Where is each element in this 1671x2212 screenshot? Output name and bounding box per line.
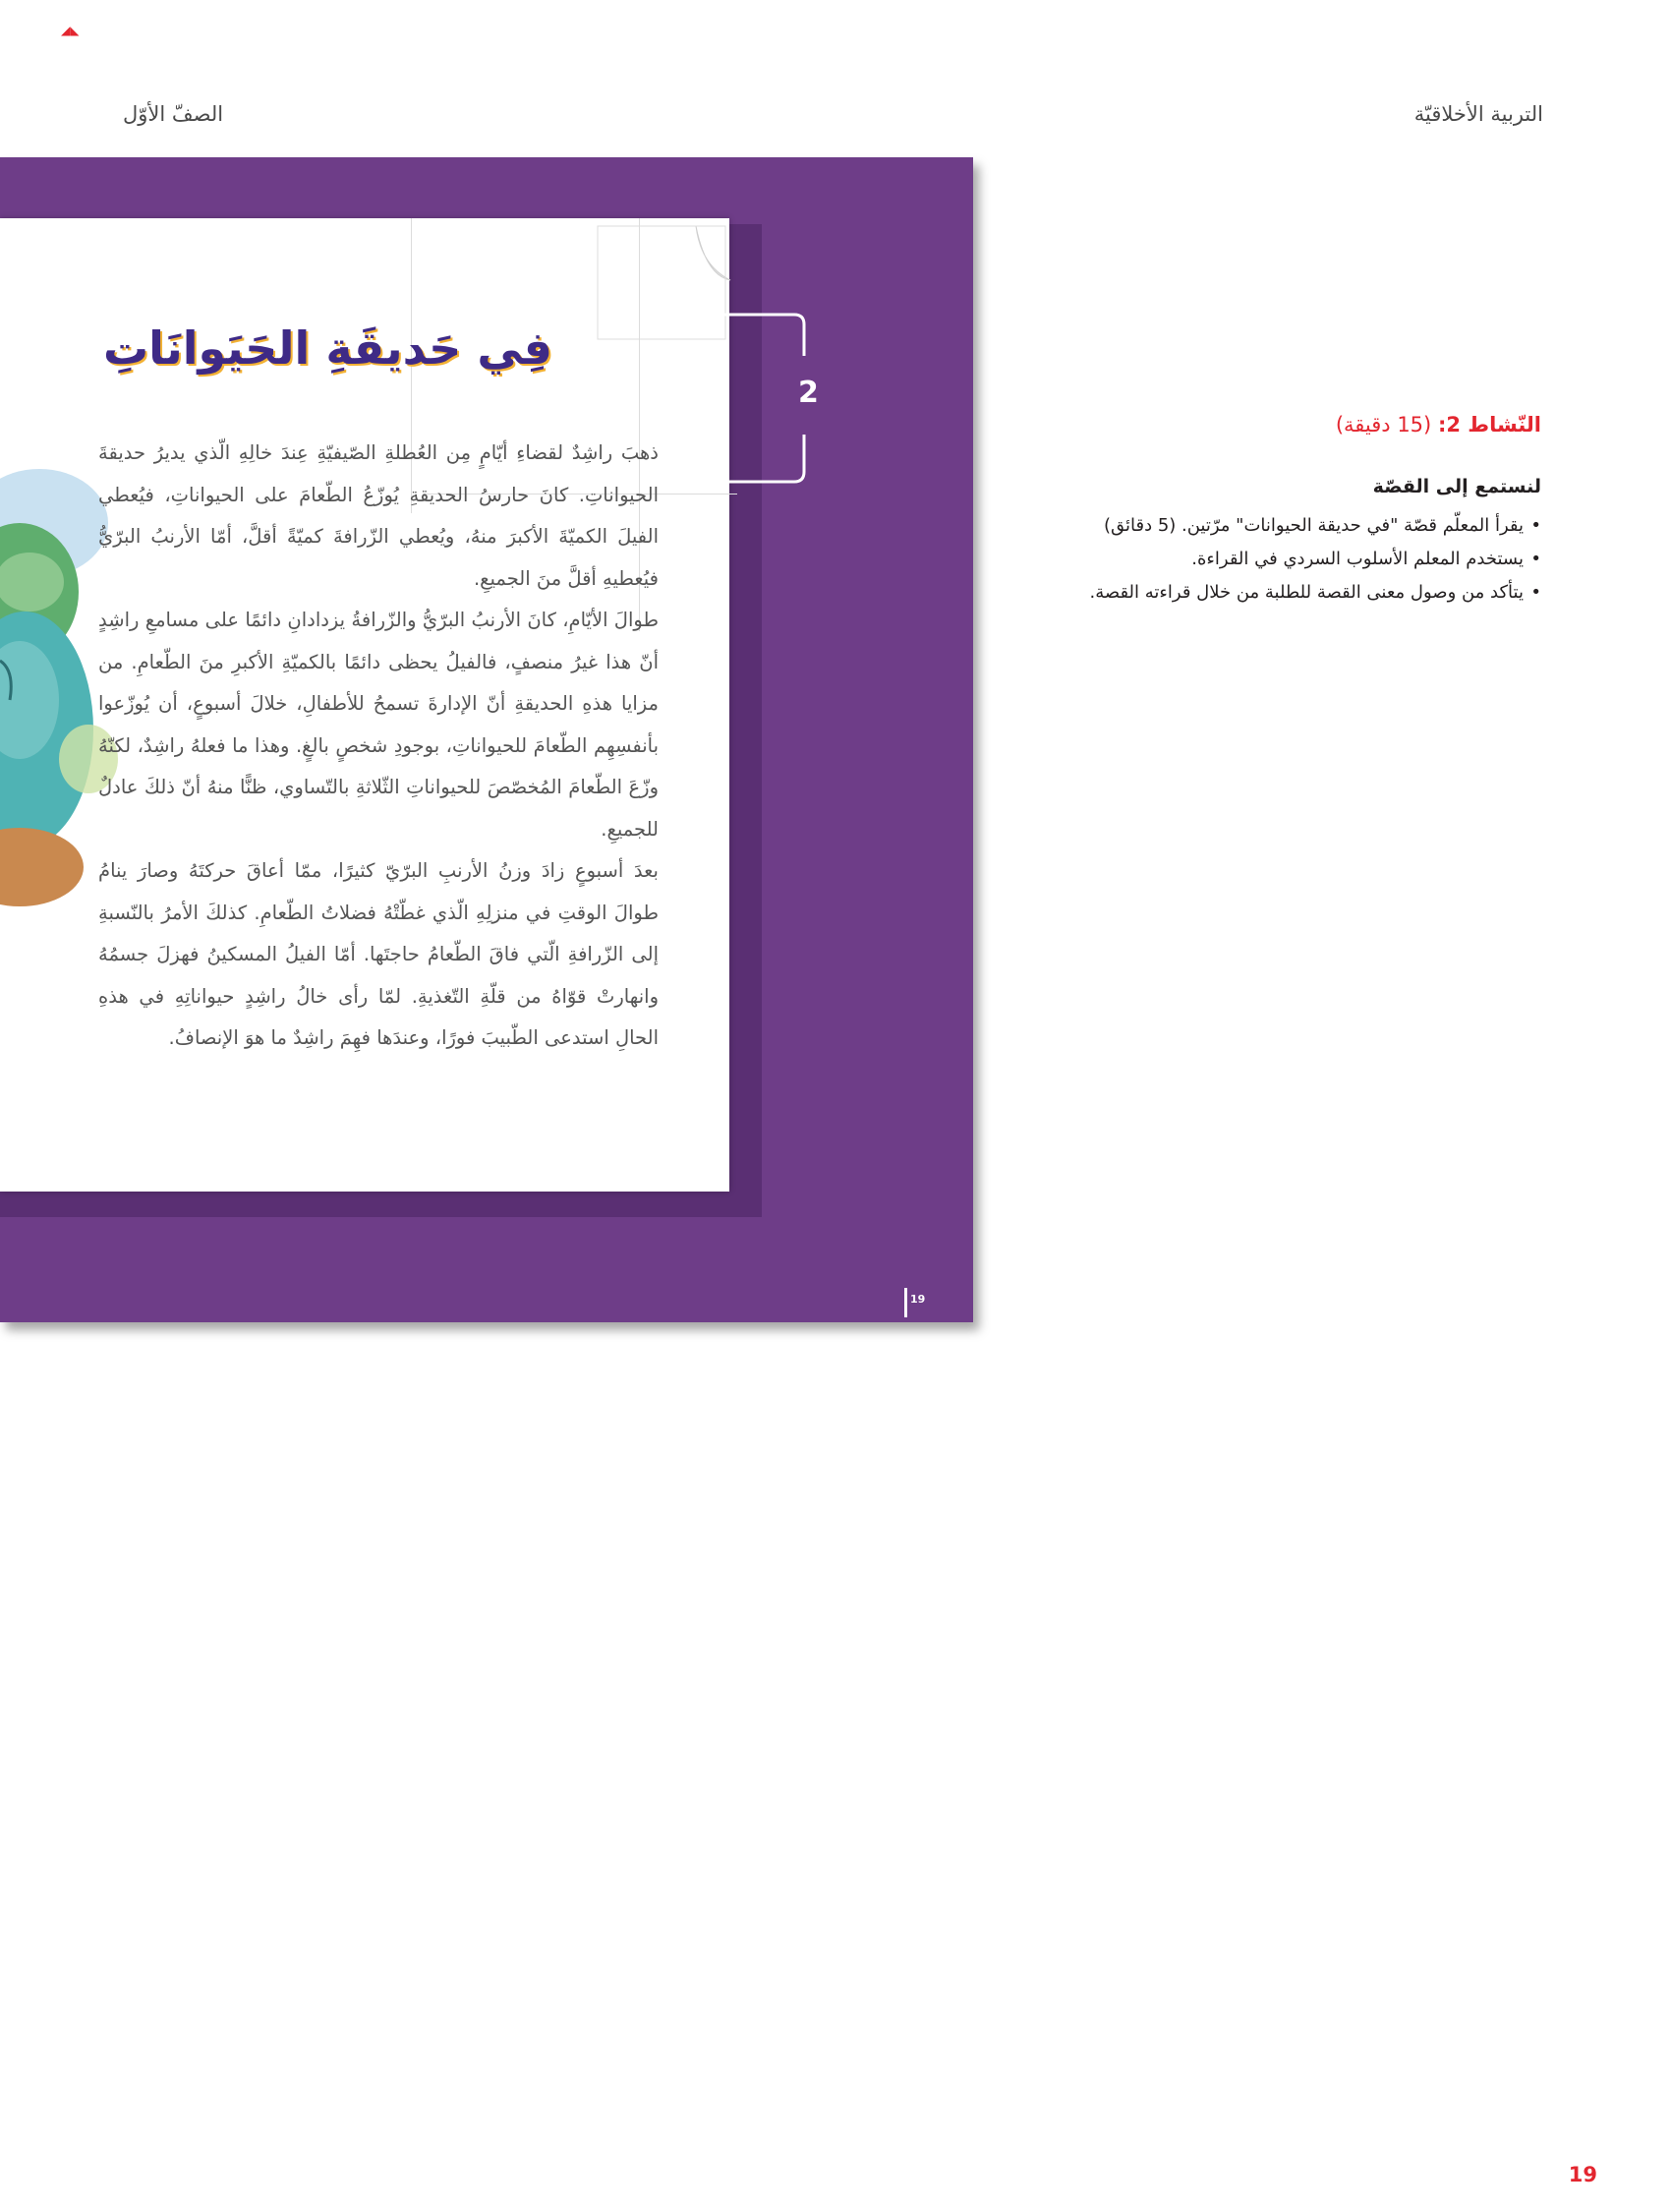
activity-label: النّشاط 2: [1437,413,1541,437]
corner-crop-mark: ◢◣ [61,24,80,37]
page-number: 19 [1568,2163,1597,2186]
activity-subtitle: لنستمع إلى القصّة [1372,476,1541,497]
activity-duration: (15 دقيقة) [1335,413,1432,437]
list-item: • يقرأ المعلّم قصّة "في حديقة الحيوانات" مرّتين. (5 دقائق) [1089,509,1541,543]
story-paragraph: ذهبَ راشِدٌ لقضاءِ أيّامٍ مِن العُطلةِ الصّيفيّةِ عِندَ خالِهِ الّذي يديرُ حديقةَ الحيواناتِ. كانَ حارسُ الحديقةِ يُوزّعُ الطّعامَ على الحيواناتِ، فيُعطي الفيلَ الكميّةَ الأكبرَ منهُ، ويُعطي الزّرافةَ كميّةً أقلَّ، أمّا الأرنبُ البرّيُّ فيُعطيهِ أقلَّ منَ الجميعِ. [98,441,659,590]
slide-bracket-icon [657,305,814,501]
story-paragraph: طوالَ الأيّامِ، كانَ الأرنبُ البرّيُّ والزّرافةُ يزدادانِ دائمًا على مسامعِ راشِدٍ أنّ هذا غيرُ منصفٍ، فالفيلُ يحظى دائمًا بالكميّةِ الأكبرِ منَ الطّعامِ. من مزايا هذهِ الحديقةِ أنّ الإدارةَ تسمحُ للأطفالِ، خلالَ أسبوعٍ، أن يُوزّعوا بأنفسِهِم الطّعامَ للحيواناتِ، بوجودِ شخصٍ بالغٍ. وهذا ما فعلهُ راشِدٌ، لكنّهُ وزّعَ الطّعامَ المُخصّصَ للحيواناتِ الثّلاثةِ بالتّساوي، ظنًّا منهُ أنّ ذلكَ عادلٌ للجميعِ. [98,609,659,841]
slide-page-divider [904,1288,907,1317]
activity-bullets [1089,509,1541,610]
activity-section [1089,413,1541,610]
story-paper [0,218,729,1192]
story-paragraph: بعدَ أسبوعٍ زادَ وزنُ الأرنبِ البرّيّ كثيرًا، ممّا أعاقَ حركتَهُ وصارَ ينامُ طوالَ الوقتِ في منزلِهِ الّذي غطّتْهُ فضلاتُ الطّعامِ. كذلكَ الأمرُ بالنّسبةِ إلى الزّرافةِ الّتي فاقَ الطّعامُ حاجتَها. أمّا الفيلُ المسكينُ فهزلَ جسمُهُ وانهارتْ قوّاهُ من قلّةِ التّغذيةِ. لمّا رأى خالُ راشِدٍ حيواناتِهِ في هذهِ الحالِ استدعى الطّبيبَ فورًا، وعندَها فهِمَ راشِدٌ ما هوَ الإنصافُ. [98,859,659,1049]
list-item: • يتأكد من وصول معنى القصة للطلبة من خلال قراءته القصة. [1089,576,1541,610]
slide-page-number: 19 [910,1293,926,1306]
story-body [98,433,659,1060]
story-title: فِي حَديقَةِ الحَيَوانَاتِ [102,321,552,375]
header-grade: الصفّ الأوّل [123,102,224,126]
slide-number-badge: 2 [798,376,819,410]
activity-title [1089,413,1541,437]
list-item: • يستخدم المعلم الأسلوب السردي في القراءة. [1089,543,1541,576]
header-subject: التربية الأخلاقيّة [1413,102,1543,126]
story-slide [0,157,973,1322]
